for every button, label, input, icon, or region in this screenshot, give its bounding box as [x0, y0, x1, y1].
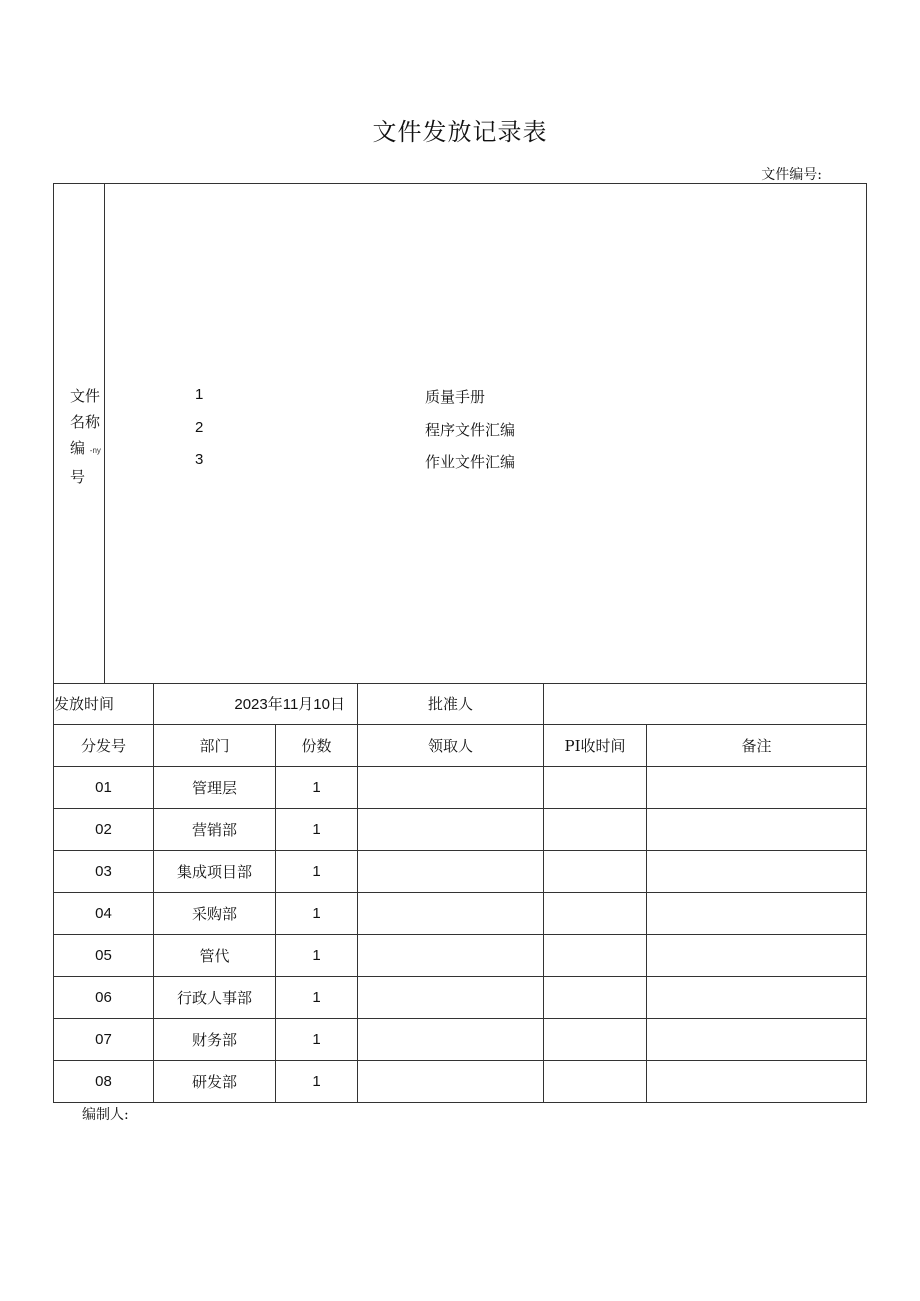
row-no: 03 — [95, 862, 112, 880]
doc-item-no-1: 1 — [195, 386, 204, 403]
issue-date: 2023年11月10日 — [234, 696, 345, 713]
row-copies: 1 — [312, 946, 321, 964]
header-receive-time: PI收时间 — [564, 736, 626, 755]
side-label — [70, 383, 101, 490]
page-title: 文件发放记录表 — [372, 118, 548, 146]
col-divider — [646, 724, 647, 1103]
side-label-noise: -ny — [89, 446, 101, 455]
issue-time-label: 发放时间 — [54, 695, 115, 713]
row-dept: 管理层 — [191, 778, 237, 797]
row-dept: 采购部 — [191, 904, 237, 923]
row-copies: 1 — [312, 1072, 321, 1090]
prepared-by-label: 编制人: — [82, 1107, 129, 1123]
approver-label: 批准人 — [427, 695, 473, 713]
side-label-line1: 文件 — [70, 387, 101, 405]
row-dept: 营销部 — [191, 820, 237, 839]
row-no: 01 — [95, 778, 112, 796]
side-label-line3: 编 -ny — [70, 439, 101, 457]
doc-item-name-2: 程序文件汇编 — [425, 421, 516, 439]
row-copies: 1 — [312, 988, 321, 1006]
side-label-line4: 号 — [70, 468, 86, 486]
row-dept: 管代 — [199, 946, 230, 965]
doc-item-name-1: 质量手册 — [425, 388, 486, 406]
doc-item-no-3: 3 — [195, 451, 204, 468]
header-dept: 部门 — [199, 736, 230, 755]
row-copies: 1 — [312, 820, 321, 838]
row-dept: 研发部 — [191, 1072, 237, 1091]
row-copies: 1 — [312, 862, 321, 880]
header-receiver: 领取人 — [427, 736, 473, 755]
row-dept: 集成项目部 — [176, 862, 252, 881]
row-copies: 1 — [312, 904, 321, 922]
row-no: 05 — [95, 946, 112, 964]
row-dept: 行政人事部 — [176, 988, 252, 1007]
row-dept: 财务部 — [191, 1030, 237, 1049]
approver-value — [544, 683, 866, 724]
side-divider — [104, 183, 105, 684]
row-copies: 1 — [312, 1030, 321, 1048]
header-remarks: 备注 — [741, 736, 772, 755]
doc-item-name-3: 作业文件汇编 — [425, 453, 516, 471]
row-no: 08 — [95, 1072, 112, 1090]
header-dist-no: 分发号 — [80, 736, 126, 755]
row-no: 06 — [95, 988, 112, 1006]
doc-item-no-2: 2 — [195, 419, 204, 436]
row-no: 04 — [95, 904, 112, 922]
row-no: 02 — [95, 820, 112, 838]
row-no: 07 — [95, 1030, 112, 1048]
doc-number-label: 文件编号: — [761, 167, 822, 183]
header-copies: 份数 — [301, 736, 332, 755]
row-copies: 1 — [312, 778, 321, 796]
side-label-line2: 名称 — [70, 413, 101, 431]
